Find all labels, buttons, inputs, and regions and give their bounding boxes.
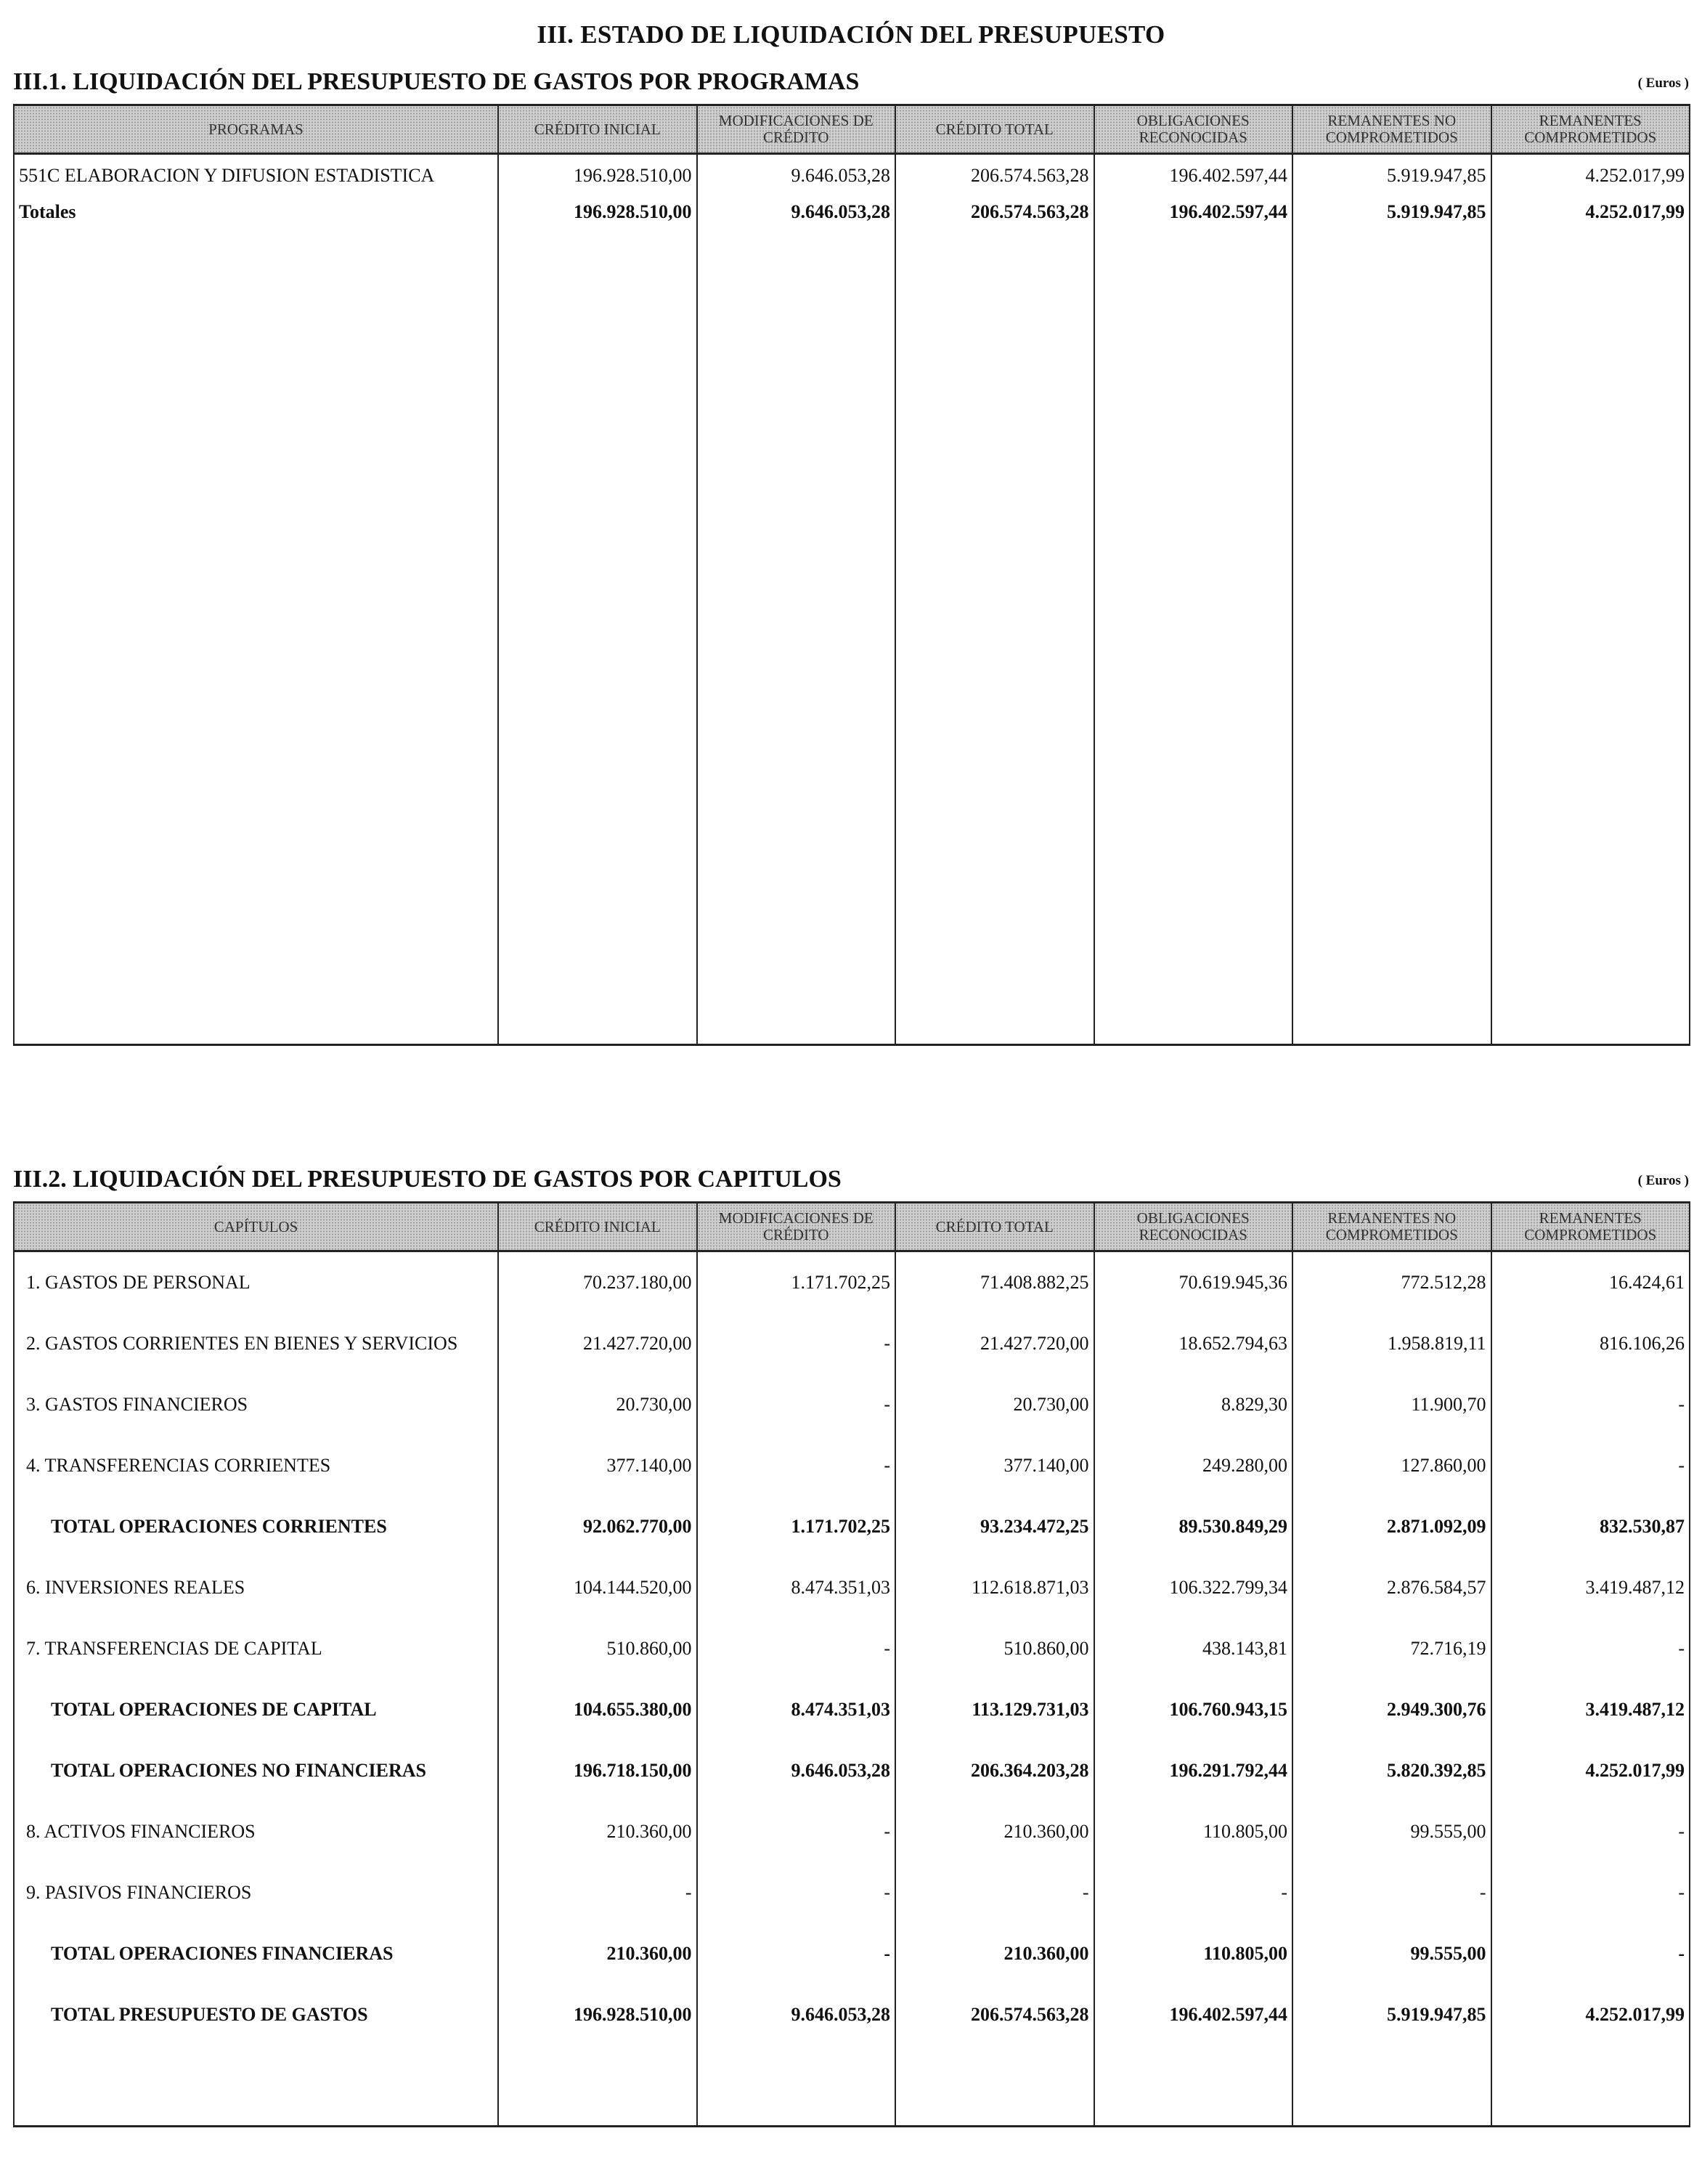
table-header <box>14 105 1690 154</box>
table-row <box>14 1313 1690 1374</box>
cell-modificaciones: - <box>697 1435 896 1496</box>
empty-space-row <box>14 2045 1690 2127</box>
cell-remanentes-comprometidos: 3.419.487,12 <box>1491 1679 1690 1740</box>
cell-modificaciones: - <box>697 1801 896 1862</box>
table-row <box>14 1801 1690 1862</box>
row-label: 6. INVERSIONES REALES <box>14 1557 498 1618</box>
cell-modificaciones: 9.646.053,28 <box>697 1740 896 1801</box>
subtotal-row <box>14 1679 1690 1740</box>
cell-remanentes-no-comprometidos: 5.919.947,85 <box>1292 154 1491 198</box>
row-label: 551C ELABORACION Y DIFUSION ESTADISTICA <box>14 154 498 198</box>
table-row <box>14 1862 1690 1923</box>
cell-credito-total: 210.360,00 <box>895 1923 1094 1984</box>
cell-remanentes-comprometidos: - <box>1491 1801 1690 1862</box>
col-header-modificaciones: MODIFICACIONES DE CRÉDITO <box>697 105 896 154</box>
cell-modificaciones: 8.474.351,03 <box>697 1557 896 1618</box>
cell-modificaciones: 1.171.702,25 <box>697 1251 896 1314</box>
col-header-remanentes-comprometidos: REMANENTES COMPROMETIDOS <box>1491 1203 1690 1251</box>
cell-remanentes-no-comprometidos: 1.958.819,11 <box>1292 1313 1491 1374</box>
cell-modificaciones: 1.171.702,25 <box>697 1496 896 1557</box>
cell-credito-total: 377.140,00 <box>895 1435 1094 1496</box>
cell-credito-total: 210.360,00 <box>895 1801 1094 1862</box>
col-header-capitulos: CAPÍTULOS <box>14 1203 498 1251</box>
cell-credito-inicial: 196.928.510,00 <box>498 197 697 239</box>
cell-remanentes-comprometidos: 816.106,26 <box>1491 1313 1690 1374</box>
cell-modificaciones: - <box>697 1374 896 1435</box>
row-label: TOTAL OPERACIONES CORRIENTES <box>14 1496 498 1557</box>
section2-title: III.2. LIQUIDACIÓN DEL PRESUPUESTO DE GASTOS POR CAPITULOS <box>13 1166 842 1193</box>
cell-obligaciones: 110.805,00 <box>1094 1801 1293 1862</box>
cell-credito-inicial: 70.237.180,00 <box>498 1251 697 1314</box>
cell-obligaciones: 106.322.799,34 <box>1094 1557 1293 1618</box>
cell-obligaciones: 18.652.794,63 <box>1094 1313 1293 1374</box>
cell-credito-total: 71.408.882,25 <box>895 1251 1094 1314</box>
cell-credito-inicial: 377.140,00 <box>498 1435 697 1496</box>
table-row <box>14 1435 1690 1496</box>
cell-modificaciones: 8.474.351,03 <box>697 1679 896 1740</box>
cell-remanentes-comprometidos: 4.252.017,99 <box>1491 154 1690 198</box>
cell-obligaciones: 196.402.597,44 <box>1094 1984 1293 2045</box>
col-header-credito-inicial: CRÉDITO INICIAL <box>498 1203 697 1251</box>
cell-remanentes-no-comprometidos: 5.919.947,85 <box>1292 1984 1491 2045</box>
cell-obligaciones: 196.402.597,44 <box>1094 154 1293 198</box>
cell-modificaciones: - <box>697 1923 896 1984</box>
row-label: 8. ACTIVOS FINANCIEROS <box>14 1801 498 1862</box>
cell-remanentes-comprometidos: 832.530,87 <box>1491 1496 1690 1557</box>
table-row <box>14 1374 1690 1435</box>
cell-credito-total: - <box>895 1862 1094 1923</box>
section1-units: ( Euros ) <box>1637 76 1689 91</box>
cell-remanentes-comprometidos: - <box>1491 1374 1690 1435</box>
row-label: TOTAL PRESUPUESTO DE GASTOS <box>14 1984 498 2045</box>
table-row <box>14 1557 1690 1618</box>
section2-units: ( Euros ) <box>1637 1173 1689 1188</box>
cell-remanentes-comprometidos: 4.252.017,99 <box>1491 197 1690 239</box>
cell-credito-total: 112.618.871,03 <box>895 1557 1094 1618</box>
cell-remanentes-comprometidos: - <box>1491 1923 1690 1984</box>
cell-credito-inicial: - <box>498 1862 697 1923</box>
table-row <box>14 1618 1690 1679</box>
subtotal-row <box>14 1984 1690 2045</box>
cell-modificaciones: - <box>697 1862 896 1923</box>
table-row <box>14 154 1690 198</box>
col-header-modificaciones: MODIFICACIONES DE CRÉDITO <box>697 1203 896 1251</box>
programs-table <box>13 104 1690 1046</box>
cell-remanentes-no-comprometidos: 11.900,70 <box>1292 1374 1491 1435</box>
cell-credito-total: 206.364.203,28 <box>895 1740 1094 1801</box>
cell-credito-total: 113.129.731,03 <box>895 1679 1094 1740</box>
cell-remanentes-no-comprometidos: 99.555,00 <box>1292 1923 1491 1984</box>
cell-credito-inicial: 20.730,00 <box>498 1374 697 1435</box>
cell-credito-total: 206.574.563,28 <box>895 154 1094 198</box>
cell-credito-total: 20.730,00 <box>895 1374 1094 1435</box>
cell-remanentes-no-comprometidos: 2.876.584,57 <box>1292 1557 1491 1618</box>
cell-remanentes-comprometidos: 16.424,61 <box>1491 1251 1690 1314</box>
cell-modificaciones: 9.646.053,28 <box>697 197 896 239</box>
cell-credito-inicial: 104.655.380,00 <box>498 1679 697 1740</box>
cell-remanentes-no-comprometidos: 5.820.392,85 <box>1292 1740 1491 1801</box>
cell-remanentes-no-comprometidos: 72.716,19 <box>1292 1618 1491 1679</box>
row-label: 3. GASTOS FINANCIEROS <box>14 1374 498 1435</box>
section1-title: III.1. LIQUIDACIÓN DEL PRESUPUESTO DE GASTOS POR PROGRAMAS <box>13 68 860 95</box>
cell-obligaciones: 110.805,00 <box>1094 1923 1293 1984</box>
cell-credito-inicial: 92.062.770,00 <box>498 1496 697 1557</box>
cell-obligaciones: 196.402.597,44 <box>1094 197 1293 239</box>
row-label: Totales <box>14 197 498 239</box>
cell-obligaciones: - <box>1094 1862 1293 1923</box>
col-header-credito-total: CRÉDITO TOTAL <box>895 1203 1094 1251</box>
cell-credito-inicial: 196.718.150,00 <box>498 1740 697 1801</box>
cell-obligaciones: 438.143,81 <box>1094 1618 1293 1679</box>
cell-obligaciones: 70.619.945,36 <box>1094 1251 1293 1314</box>
cell-remanentes-no-comprometidos: 2.871.092,09 <box>1292 1496 1491 1557</box>
empty-space-row <box>14 239 1690 1045</box>
cell-credito-inicial: 104.144.520,00 <box>498 1557 697 1618</box>
row-label: TOTAL OPERACIONES DE CAPITAL <box>14 1679 498 1740</box>
cell-remanentes-comprometidos: - <box>1491 1435 1690 1496</box>
cell-credito-total: 21.427.720,00 <box>895 1313 1094 1374</box>
row-label: TOTAL OPERACIONES NO FINANCIERAS <box>14 1740 498 1801</box>
cell-modificaciones: - <box>697 1313 896 1374</box>
cell-remanentes-no-comprometidos: 99.555,00 <box>1292 1801 1491 1862</box>
document-title: III. ESTADO DE LIQUIDACIÓN DEL PRESUPUESTO <box>537 20 1165 49</box>
col-header-programas: PROGRAMAS <box>14 105 498 154</box>
cell-remanentes-comprometidos: - <box>1491 1862 1690 1923</box>
row-label: TOTAL OPERACIONES FINANCIERAS <box>14 1923 498 1984</box>
cell-obligaciones: 8.829,30 <box>1094 1374 1293 1435</box>
cell-remanentes-comprometidos: - <box>1491 1618 1690 1679</box>
cell-remanentes-no-comprometidos: 5.919.947,85 <box>1292 197 1491 239</box>
col-header-remanentes-no-comprometidos: REMANENTES NO COMPROMETIDOS <box>1292 105 1491 154</box>
col-header-remanentes-no-comprometidos: REMANENTES NO COMPROMETIDOS <box>1292 1203 1491 1251</box>
row-label: 2. GASTOS CORRIENTES EN BIENES Y SERVICIOS <box>14 1313 498 1374</box>
col-header-credito-inicial: CRÉDITO INICIAL <box>498 105 697 154</box>
cell-remanentes-comprometidos: 4.252.017,99 <box>1491 1984 1690 2045</box>
col-header-obligaciones: OBLIGACIONES RECONOCIDAS <box>1094 105 1293 154</box>
col-header-remanentes-comprometidos: REMANENTES COMPROMETIDOS <box>1491 105 1690 154</box>
cell-obligaciones: 249.280,00 <box>1094 1435 1293 1496</box>
row-label: 1. GASTOS DE PERSONAL <box>14 1251 498 1314</box>
cell-obligaciones: 196.291.792,44 <box>1094 1740 1293 1801</box>
totals-row <box>14 197 1690 239</box>
cell-remanentes-comprometidos: 4.252.017,99 <box>1491 1740 1690 1801</box>
cell-obligaciones: 89.530.849,29 <box>1094 1496 1293 1557</box>
col-header-credito-total: CRÉDITO TOTAL <box>895 105 1094 154</box>
cell-credito-total: 93.234.472,25 <box>895 1496 1094 1557</box>
table-header <box>14 1203 1690 1251</box>
cell-credito-inicial: 210.360,00 <box>498 1923 697 1984</box>
cell-remanentes-no-comprometidos: 2.949.300,76 <box>1292 1679 1491 1740</box>
subtotal-row <box>14 1740 1690 1801</box>
cell-credito-inicial: 196.928.510,00 <box>498 154 697 198</box>
cell-modificaciones: 9.646.053,28 <box>697 1984 896 2045</box>
row-label: 4. TRANSFERENCIAS CORRIENTES <box>14 1435 498 1496</box>
cell-remanentes-no-comprometidos: - <box>1292 1862 1491 1923</box>
subtotal-row <box>14 1496 1690 1557</box>
cell-remanentes-comprometidos: 3.419.487,12 <box>1491 1557 1690 1618</box>
row-label: 7. TRANSFERENCIAS DE CAPITAL <box>14 1618 498 1679</box>
cell-credito-inicial: 210.360,00 <box>498 1801 697 1862</box>
chapters-table <box>13 1201 1690 2127</box>
cell-credito-total: 206.574.563,28 <box>895 1984 1094 2045</box>
col-header-obligaciones: OBLIGACIONES RECONOCIDAS <box>1094 1203 1293 1251</box>
cell-modificaciones: 9.646.053,28 <box>697 154 896 198</box>
cell-modificaciones: - <box>697 1618 896 1679</box>
cell-obligaciones: 106.760.943,15 <box>1094 1679 1293 1740</box>
cell-credito-total: 510.860,00 <box>895 1618 1094 1679</box>
subtotal-row <box>14 1923 1690 1984</box>
cell-remanentes-no-comprometidos: 127.860,00 <box>1292 1435 1491 1496</box>
cell-credito-inicial: 196.928.510,00 <box>498 1984 697 2045</box>
cell-credito-inicial: 21.427.720,00 <box>498 1313 697 1374</box>
cell-credito-inicial: 510.860,00 <box>498 1618 697 1679</box>
cell-credito-total: 206.574.563,28 <box>895 197 1094 239</box>
table-row <box>14 1251 1690 1314</box>
cell-remanentes-no-comprometidos: 772.512,28 <box>1292 1251 1491 1314</box>
row-label: 9. PASIVOS FINANCIEROS <box>14 1862 498 1923</box>
